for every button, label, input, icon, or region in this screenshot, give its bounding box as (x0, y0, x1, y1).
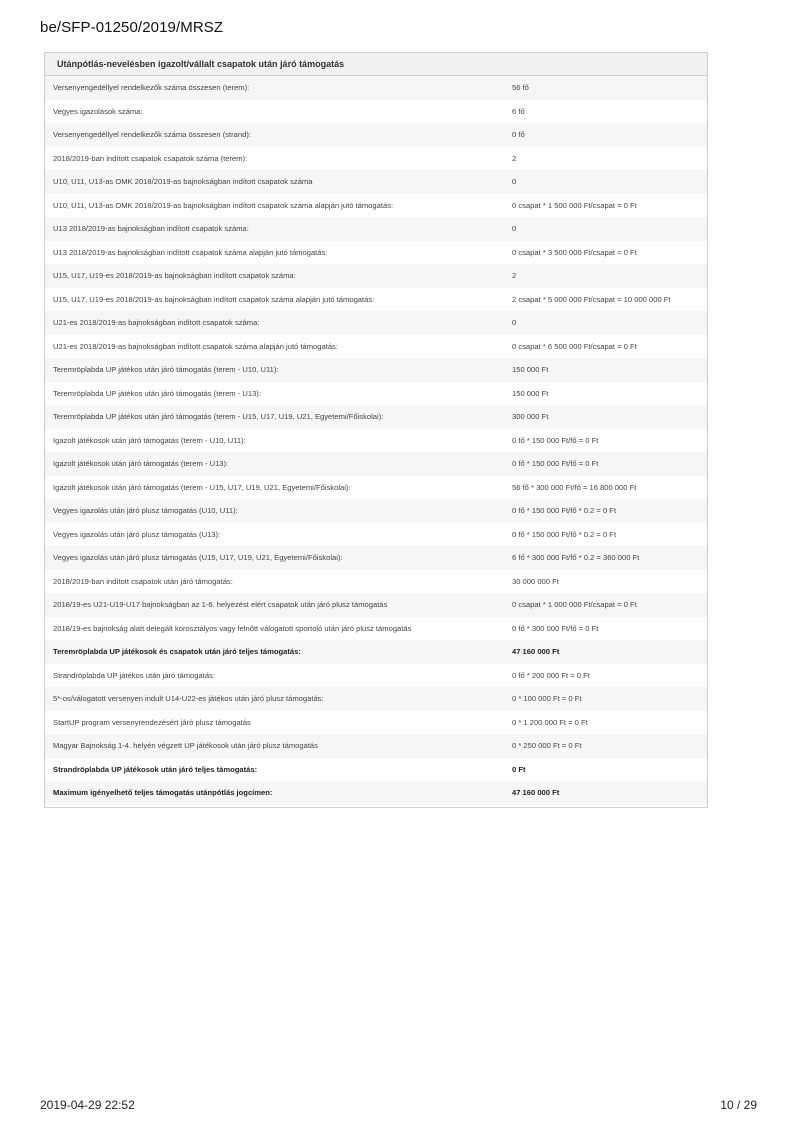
support-table-panel (44, 52, 708, 808)
row-value: 150 000 Ft (512, 365, 549, 375)
row-label: Vegyes igazolás után járó plusz támogatás (U15, U17, U19, U21, Egyetemi/Főiskolai): (53, 553, 343, 563)
table-row (45, 546, 707, 570)
table-row (45, 382, 707, 406)
row-label: Magyar Bajnokság 1-4. helyén végzett UP játékosok után járó plusz támogatás (53, 741, 318, 751)
table-row (45, 335, 707, 359)
table-row (45, 358, 707, 382)
print-timestamp: 2019-04-29 22:52 (40, 1098, 135, 1112)
row-value: 2 csapat * 5 000 000 Ft/csapat = 10 000 000 Ft (512, 294, 671, 304)
row-value: 0 fő (512, 130, 525, 140)
row-value: 0 * 100 000 Ft = 0 Ft (512, 694, 582, 704)
row-label: StartUP program versenyrendezésért járó plusz támogatás (53, 717, 251, 727)
row-value: 56 fő * 300 000 Ft/fő = 16 800 000 Ft (512, 482, 637, 492)
table-row (45, 217, 707, 241)
row-value: 0 fő * 150 000 Ft/fő * 0.2 = 0 Ft (512, 506, 617, 516)
row-label: U10, U11, U13-as OMK 2018/2019-as bajnokságban indított csapatok száma alapján jutó támogatás: (53, 200, 394, 210)
row-label: 2018/19-es bajnokság alatt delegált korosztályos vagy felnőtt válogatott sportoló után járó plusz támogatás (53, 623, 412, 633)
row-value: 0 csapat * 6 500 000 Ft/csapat = 0 Ft (512, 341, 637, 351)
row-value: 56 fő (512, 83, 529, 93)
table-row (45, 640, 707, 664)
page-number: 10 / 29 (720, 1098, 757, 1112)
row-label: 2018/2019-ban indított csapatok után járó támogatás: (53, 576, 233, 586)
row-value: 47 160 000 Ft (512, 647, 560, 657)
row-label: Vegyes igazolások száma: (53, 106, 143, 116)
row-label: Igazolt játékosok után járó támogatás (terem - U13): (53, 459, 229, 469)
row-label: Teremröplabda UP játékos után járó támogatás (terem - U10, U11): (53, 365, 279, 375)
row-value: 47 160 000 Ft (512, 788, 560, 798)
row-label: Teremröplabda UP játékos után járó támogatás (terem - U15, U17, U19, U21, Egyetemi/Főiskolai): (53, 412, 384, 422)
table-row (45, 76, 707, 100)
table-row (45, 147, 707, 171)
table-row (45, 311, 707, 335)
table-row (45, 711, 707, 735)
row-label: Versenyengedéllyel rendelkezők száma összesen (strand): (53, 130, 251, 140)
row-label: 5*-os/válogatott versenyen indult U14-U22-es játékos után járó plusz támogatás: (53, 694, 324, 704)
row-label: U15, U17, U19-es 2018/2019-as bajnokságban indított csapatok száma alapján jutó támogatás: (53, 294, 375, 304)
table-row (45, 100, 707, 124)
row-value: 0 fő * 150 000 Ft/fő * 0.2 = 0 Ft (512, 529, 617, 539)
row-value: 0 Ft (512, 764, 526, 774)
row-value: 0 csapat * 3 500 000 Ft/csapat = 0 Ft (512, 247, 637, 257)
row-value: 0 csapat * 1 000 000 Ft/csapat = 0 Ft (512, 600, 637, 610)
table-row (45, 452, 707, 476)
table-row (45, 570, 707, 594)
table-row (45, 123, 707, 147)
row-label: U15, U17, U19-es 2018/2019-as bajnokságban indított csapatok száma: (53, 271, 296, 281)
row-label: 2018/2019-ban indított csapatok csapatok száma (terem): (53, 153, 248, 163)
row-value: 2 (512, 153, 517, 163)
row-label: Igazolt játékosok után járó támogatás (terem - U10, U11): (53, 435, 246, 445)
row-label: Vegyes igazolás után járó plusz támogatás (U13): (53, 529, 221, 539)
row-label: Teremröplabda UP játékosok és csapatok után járó teljes támogatás: (53, 647, 301, 657)
row-label: U13 2018/2019-as bajnokságban indított csapatok száma: (53, 224, 249, 234)
row-label: U21-es 2018/2019-as bajnokságban indított csapatok száma: (53, 318, 260, 328)
row-label: Teremröplabda UP játékos után járó támogatás (terem - U13): (53, 388, 261, 398)
row-value: 300 000 Ft (512, 412, 549, 422)
row-label: U10, U11, U13-as OMK 2018/2019-as bajnokságban indított csapatok száma (53, 177, 313, 187)
row-value: 6 fő * 300 000 Ft/fő * 0.2 = 360 000 Ft (512, 553, 640, 563)
row-value: 6 fő (512, 106, 525, 116)
table-row (45, 429, 707, 453)
row-value: 0 * 250 000 Ft = 0 Ft (512, 741, 582, 751)
row-value: 0 fő * 200 000 Ft = 0 Ft (512, 670, 590, 680)
support-table-rows (45, 76, 707, 807)
row-value: 150 000 Ft (512, 388, 549, 398)
row-label: U21-es 2018/2019-as bajnokságban indított csapatok száma alapján jutó támogatás: (53, 341, 338, 351)
row-value: 0 (512, 224, 517, 234)
table-row (45, 758, 707, 782)
table-row (45, 264, 707, 288)
row-value: 0 (512, 177, 517, 187)
row-label: Maximum igényelhető teljes támogatás utánpótlás jogcímen: (53, 788, 273, 798)
table-row (45, 664, 707, 688)
table-row (45, 523, 707, 547)
row-label: Igazolt játékosok után járó támogatás (terem - U15, U17, U19, U21, Egyetemi/Főiskolai): (53, 482, 351, 492)
row-label: U13 2018/2019-as bajnokságban indított csapatok száma alapján jutó támogatás: (53, 247, 328, 257)
table-row (45, 170, 707, 194)
row-value: 0 fő * 150 000 Ft/fő = 0 Ft (512, 435, 599, 445)
table-row (45, 781, 707, 805)
row-value: 2 (512, 271, 517, 281)
row-value: 0 * 1 200 000 Ft = 0 Ft (512, 717, 588, 727)
table-row (45, 617, 707, 641)
table-row (45, 405, 707, 429)
row-value: 0 fő * 150 000 Ft/fő = 0 Ft (512, 459, 599, 469)
document-id: be/SFP-01250/2019/MRSZ (40, 19, 224, 36)
row-label: Versenyengedéllyel rendelkezők száma összesen (terem): (53, 83, 250, 93)
row-label: Strandröplabda UP játékosok után járó teljes támogatás: (53, 764, 258, 774)
table-row (45, 499, 707, 523)
table-row (45, 734, 707, 758)
row-value: 0 (512, 318, 517, 328)
table-row (45, 241, 707, 265)
table-row (45, 476, 707, 500)
row-value: 0 fő * 300 000 Ft/fő = 0 Ft (512, 623, 599, 633)
row-label: Vegyes igazolás után járó plusz támogatás (U10, U11): (53, 506, 238, 516)
table-row (45, 194, 707, 218)
row-value: 0 csapat * 1 500 000 Ft/csapat = 0 Ft (512, 200, 637, 210)
table-row (45, 593, 707, 617)
row-label: 2018/19-es U21-U19-U17 bajnokságban az 1-6. helyezést elért csapatok után járó plusz támogatás (53, 600, 388, 610)
row-label: Strandröplabda UP játékos után járó támogatás: (53, 670, 215, 680)
table-row (45, 288, 707, 312)
panel-title: Utánpótlás-nevelésben igazolt/vállalt csapatok után járó támogatás (45, 53, 707, 76)
row-value: 30 000 000 Ft (512, 576, 559, 586)
table-row (45, 687, 707, 711)
